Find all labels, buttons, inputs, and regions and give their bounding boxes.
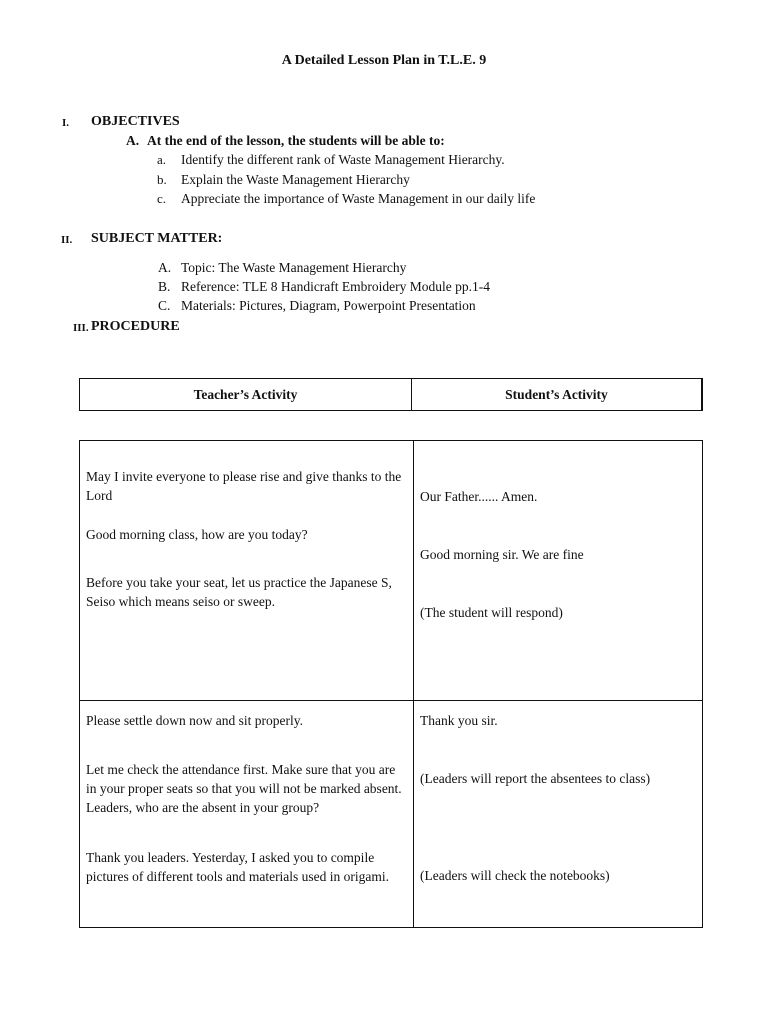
objectives-sub-letter: A. xyxy=(126,133,140,148)
teacher-activity-header: Teacher’s Activity xyxy=(80,379,412,411)
section-heading-objectives: OBJECTIVES xyxy=(91,114,180,129)
objective-marker: b. xyxy=(157,172,167,187)
table-row xyxy=(80,701,703,928)
student-line: (Leaders will report the absentees to class) xyxy=(420,771,651,786)
teacher-line: Please settle down now and sit properly. xyxy=(86,713,303,728)
section-number-objectives: I. xyxy=(62,117,70,129)
student-line: Good morning sir. We are fine xyxy=(420,547,584,562)
subject-item: Reference: TLE 8 Handicraft Embroidery Module pp.1-4 xyxy=(181,279,491,294)
objective-marker: c. xyxy=(157,191,167,206)
subject-marker: A. xyxy=(158,260,172,275)
student-cell xyxy=(414,701,703,928)
subject-marker: B. xyxy=(158,279,171,294)
teacher-line: Before you take your seat, let us practice the Japanese S, Seiso which means seiso or sweep. xyxy=(86,575,392,609)
teacher-line: Good morning class, how are you today? xyxy=(86,527,308,542)
student-line: (Leaders will check the notebooks) xyxy=(420,868,610,883)
teacher-cell xyxy=(80,441,414,701)
objectives-sub-text: At the end of the lesson, the students will be able to: xyxy=(147,133,445,148)
subject-marker: C. xyxy=(158,298,171,313)
objective-item: Identify the different rank of Waste Management Hierarchy. xyxy=(181,152,505,167)
section-number-subject: II. xyxy=(61,234,73,246)
student-line: Our Father...... Amen. xyxy=(420,489,538,504)
activity-header-table xyxy=(79,378,703,411)
student-cell xyxy=(414,441,703,701)
teacher-line: Thank you leaders. Yesterday, I asked you to compile pictures of different tools and materials used in origami. xyxy=(86,850,390,884)
activity-table xyxy=(79,440,703,928)
teacher-line: May I invite everyone to please rise and give thanks to the Lord xyxy=(86,469,402,503)
student-line: Thank you sir. xyxy=(420,713,498,728)
section-number-procedure: III. xyxy=(73,322,89,334)
document-title: A Detailed Lesson Plan in T.L.E. 9 xyxy=(281,53,487,68)
section-heading-procedure: PROCEDURE xyxy=(91,319,180,334)
subject-item: Topic: The Waste Management Hierarchy xyxy=(181,260,407,275)
section-heading-subject: SUBJECT MATTER: xyxy=(91,231,223,246)
objective-marker: a. xyxy=(157,152,167,167)
objective-item: Appreciate the importance of Waste Management in our daily life xyxy=(181,191,536,206)
student-line: (The student will respond) xyxy=(420,605,563,620)
subject-item: Materials: Pictures, Diagram, Powerpoint Presentation xyxy=(181,298,476,313)
teacher-line: Let me check the attendance first. Make sure that you are in your proper seats so that you will not be marked absent. Leaders, who are the absent in your group? xyxy=(86,762,402,815)
table-row xyxy=(80,441,703,701)
teacher-cell xyxy=(80,701,414,928)
objective-item: Explain the Waste Management Hierarchy xyxy=(181,172,410,187)
student-activity-header: Student’s Activity xyxy=(412,379,703,411)
